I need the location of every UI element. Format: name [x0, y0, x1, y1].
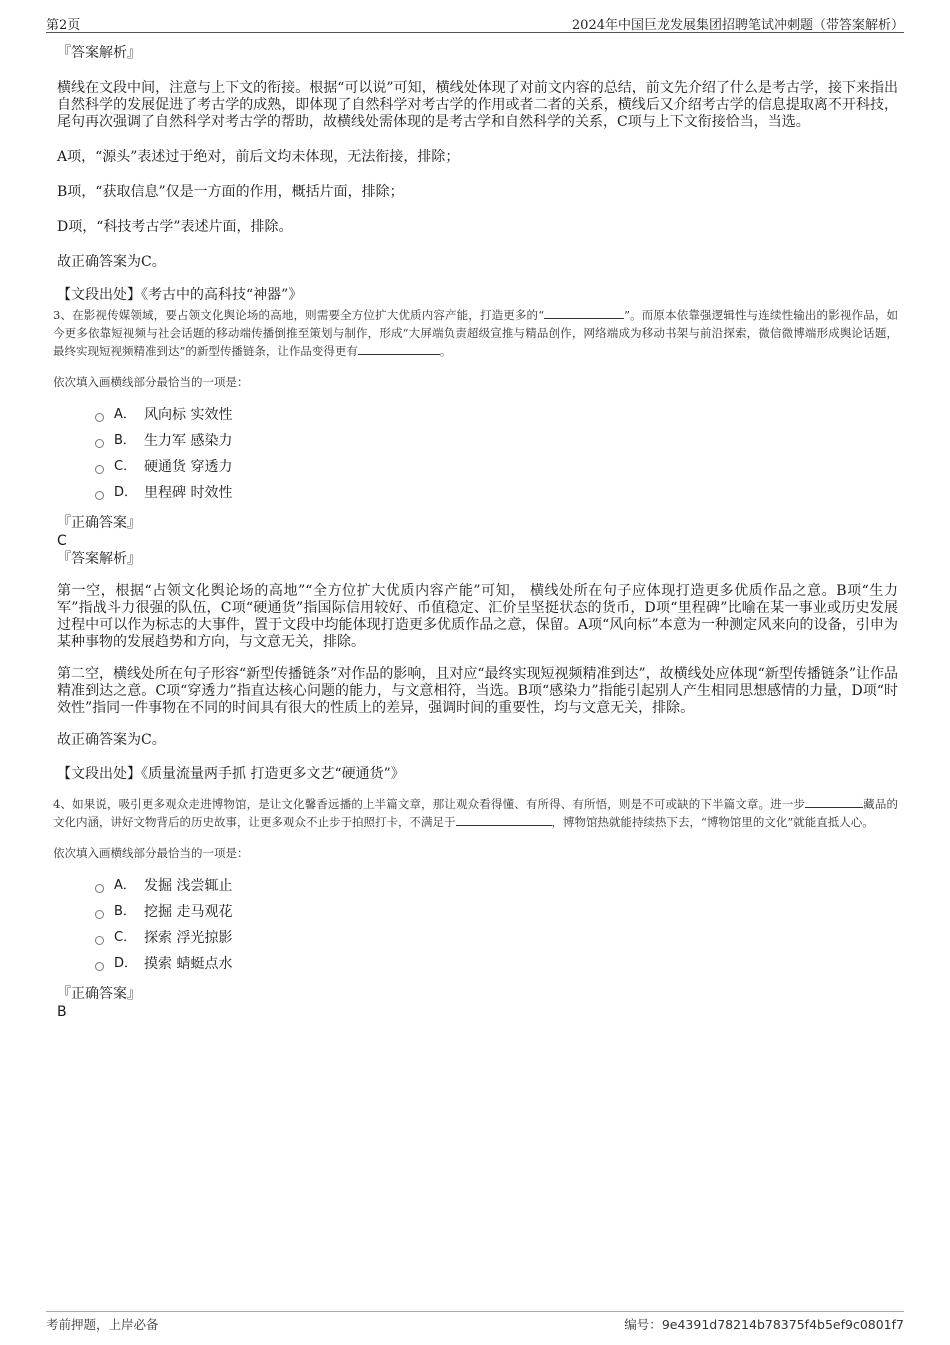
q2-analysis-paragraph: A项，“源头”表述过于绝对，前后文均未体现，无法衔接，排除；: [57, 149, 460, 165]
radio-button[interactable]: [95, 439, 104, 448]
question-4-blank-2: [456, 813, 552, 826]
q3-analysis-paragraph: 第二空，横线处所在句子形容“新型传播链条”对作品的影响，且对应“最终实现短视频精准到达”，故横线处应体现“新型传播链条”让作品精准到达之意。C项“穿透力”指直达核心问题的能力，与文意相符，当选。B项“感染力”指能引起别人产生相同思想感情的力量，D项“时效性”指同一件事物在不同的时间具有很大的性质上的差异，强调时间的重要性，均与文意无关，排除。: [57, 666, 898, 716]
q4-answer: B: [57, 1004, 67, 1020]
radio-button[interactable]: [95, 491, 104, 500]
question-4-blank-1: [805, 795, 863, 808]
page-content: [53, 44, 898, 1021]
option-text: 生力军 感染力: [144, 433, 233, 449]
question-3-text: [53, 306, 898, 360]
q2-source: 【文段出处】《考古中的高科技“神器”》: [57, 287, 303, 303]
document-title: 2024年中国巨龙发展集团招聘笔试冲刺题（带答案解析）: [571, 18, 904, 33]
q2-analysis-paragraph: B项，“获取信息”仅是一方面的作用，概括片面，排除；: [57, 184, 404, 200]
radio-button[interactable]: [95, 936, 104, 945]
page-header: [46, 12, 904, 33]
option-text: 硬通货 穿透力: [144, 459, 233, 475]
question-3-prompt: 依次填入画横线部分最恰当的一项是：: [53, 375, 249, 389]
footer-code-label: 编号：: [624, 1317, 662, 1332]
question-4-text-part: ，博物馆热就能持续热下去，“博物馆里的文化”就能直抵人心。: [551, 815, 874, 829]
option-d[interactable]: [95, 480, 898, 506]
radio-button[interactable]: [95, 413, 104, 422]
radio-button[interactable]: [95, 465, 104, 474]
option-letter: A．: [114, 878, 136, 893]
question-3-options: [57, 402, 898, 506]
q3-conclusion: 故正确答案为C。: [57, 732, 166, 748]
q3-answer-tag: 『正确答案』: [57, 515, 141, 531]
question-4-prompt: 依次填入画横线部分最恰当的一项是：: [53, 846, 249, 860]
q3-answer: C: [57, 533, 67, 549]
question-3: [53, 306, 898, 783]
option-letter: C．: [114, 459, 137, 474]
option-letter: A．: [114, 407, 136, 422]
footer-code-value: 9e4391d78214b78375f4b5ef9c0801f7: [661, 1317, 904, 1332]
question-4: [53, 795, 898, 1021]
question-4-options: [57, 873, 898, 977]
option-letter: B．: [114, 433, 136, 448]
option-letter: D．: [114, 956, 138, 971]
q4-answer-tag: 『正确答案』: [57, 986, 141, 1002]
option-text: 探索 浮光掠影: [144, 930, 233, 946]
q2-analysis-paragraph: D项，“科技考古学”表述片面，排除。: [57, 219, 293, 235]
q3-analysis-paragraph: 第一空，根据“占领文化舆论场的高地”“全方位扩大优质内容产能”可知， 横线处所在句子应体现打造更多优质作品之意。B项“生力军”指战斗力很强的队伍，C项“硬通货”指国际信用较好、币值稳定、汇价呈坚挺状态的货币，D项“里程碑”比喻在某一事业或历史发展过程中可以作为标志的大事件，置于文段中均能体现打造更多优质作品之意，保留。A项“风向标”本意为一种测定风来向的设备，引申为某种事物的发展趋势和方向，与文意无关，排除。: [57, 583, 898, 650]
option-text: 风向标 实效性: [144, 407, 233, 423]
q2-analysis-section: [57, 44, 898, 304]
question-3-text-part: ”。而原本依靠强逻辑性与连续性输出的影视作品，如今更多依靠短视频与社会话题的移动端传播倒推至策划与制作，形成“大屏端负责超级宣推与精品创作，网络端成为移动书架与前沿探索，微信微博端形成舆论话题，最终实现短视频精准到达”的新型传播链条，让作品变得更有: [53, 308, 898, 358]
question-4-text-part: 藏品的文化内涵，讲好文物背后的历史故事，让更多观众不止步于拍照打卡，不满足于: [53, 797, 898, 829]
footer-slogan: 考前押题，上岸必备: [46, 1317, 159, 1332]
question-3-blank-2: [358, 342, 440, 355]
option-a[interactable]: [95, 873, 898, 899]
question-3-blank-1: [544, 306, 624, 319]
question-4-text-part: 4、如果说，吸引更多观众走进博物馆，是让文化馨香远播的上半篇文章，那让观众看得懂、有所得、有所悟，则是不可或缺的下半篇文章。进一步: [53, 797, 806, 811]
option-b[interactable]: [95, 428, 898, 454]
option-c[interactable]: [95, 454, 898, 480]
radio-button[interactable]: [95, 884, 104, 893]
option-text: 里程碑 时效性: [144, 485, 233, 501]
q2-analysis-paragraph: 横线在文段中间，注意与上下文的衔接。根据“可以说”可知，横线处体现了对前文内容的总结，前文先介绍了什么是考古学，接下来指出自然科学的发展促进了考古学的成熟，即体现了自然科学对考古学的作用或者二者的关系，横线后又介绍考古学的信息提取离不开科技，尾句再次强调了自然科学对考古学的帮助，故横线处需体现的是考古学和自然科学的关系，C项与上下文衔接恰当，当选。: [57, 80, 898, 130]
radio-button[interactable]: [95, 962, 104, 971]
option-text: 挖掘 走马观花: [144, 904, 233, 920]
option-letter: C．: [114, 930, 137, 945]
question-3-text-part: 3、在影视传媒领域，要占领文化舆论场的高地，则需要全方位扩大优质内容产能，打造更多的“: [53, 308, 545, 322]
q3-source: 【文段出处】《质量流量两手抓 打造更多文艺“硬通货”》: [57, 766, 405, 782]
footer-code: [624, 1315, 904, 1333]
page-number-label: 第2页: [46, 18, 81, 33]
option-letter: D．: [114, 485, 138, 500]
option-c[interactable]: [95, 925, 898, 951]
option-a[interactable]: [95, 402, 898, 428]
page-footer: [46, 1311, 904, 1334]
radio-button[interactable]: [95, 910, 104, 919]
question-3-text-part: 。: [439, 344, 452, 358]
option-d[interactable]: [95, 951, 898, 977]
option-text: 发掘 浅尝辄止: [144, 878, 233, 894]
q2-conclusion: 故正确答案为C。: [57, 254, 166, 270]
option-b[interactable]: [95, 899, 898, 925]
question-4-text: [53, 795, 898, 831]
q3-analysis-tag: 『答案解析』: [57, 551, 141, 567]
option-letter: B．: [114, 904, 136, 919]
option-text: 摸索 蜻蜓点水: [144, 956, 233, 972]
q2-analysis-tag: 『答案解析』: [57, 45, 141, 61]
